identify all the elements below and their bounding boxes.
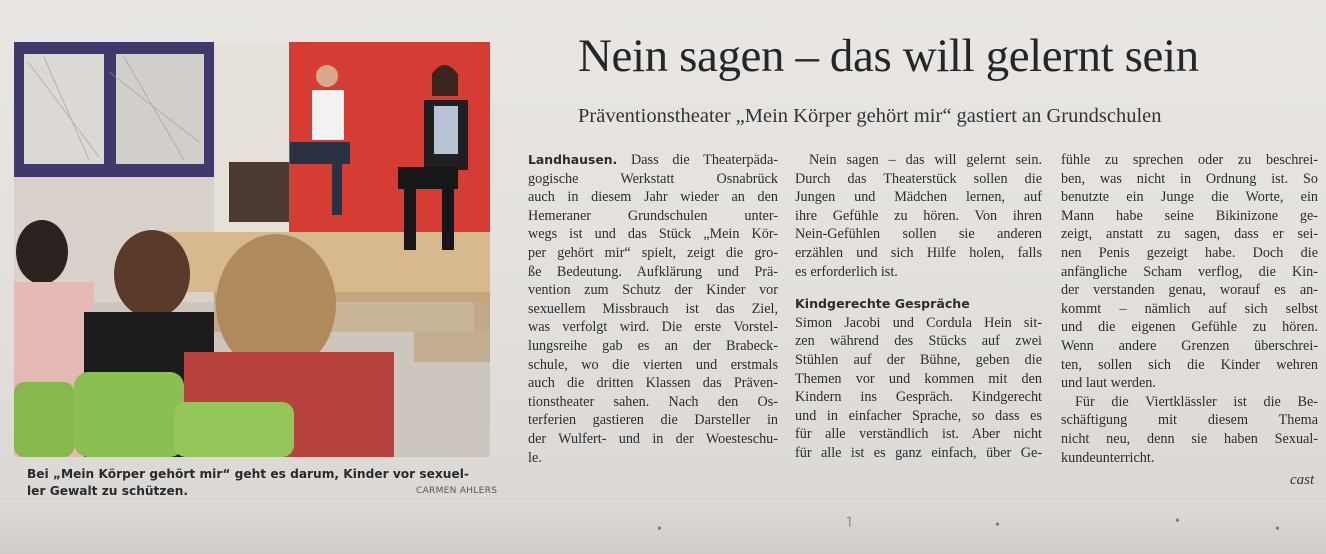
- text-line: ihre Gefühle zu hören. Von ihren: [795, 207, 1042, 224]
- text-line: lungsreihe gab es an der Brabeck-: [528, 337, 778, 354]
- text-line: ten, sollen sich die Kinder wehren: [1061, 356, 1318, 373]
- text-line: vention zum Schutz der Kinder vor: [528, 282, 778, 299]
- paper-mark: •: [1175, 514, 1180, 529]
- article-subheadline: Präventionstheater „Mein Körper gehört mir“ gastiert an Grundschulen: [578, 105, 1162, 127]
- text-line: für alle verständlich ist. Aber nicht: [795, 426, 1042, 443]
- text-line: Simon Jacobi und Cordula Hein sit-: [795, 314, 1042, 331]
- text-line: zen während des Stücks auf zwei: [795, 333, 1042, 350]
- text-line: Mann habe seine Bikinizone ge-: [1061, 207, 1318, 224]
- article-photo: [14, 42, 490, 457]
- text-line: Stühlen auf der Bühne, geben die: [795, 351, 1042, 368]
- text-line: Landhausen. Dass die Theaterpäda-: [528, 152, 778, 168]
- photo-credit: CARMEN AHLERS: [416, 486, 498, 496]
- text-line: Themen vor und kommen mit den: [795, 370, 1042, 387]
- text-line: schule, wo die vierten und erstmals: [528, 356, 778, 373]
- text-line: der Wulfert- und in der Woesteschu-: [528, 430, 778, 447]
- caption-line: Bei „Mein Körper gehört mir“ geht es darum, Kinder vor sexuel-: [27, 467, 469, 481]
- caption-line: ler Gewalt zu schützen.: [27, 484, 189, 498]
- dateline: Landhausen.: [528, 152, 618, 167]
- text-line: schäftigung mit diesem Thema: [1061, 412, 1318, 429]
- paper-mark: ˥: [846, 516, 852, 531]
- text-line: anfängliche Scham verflog, die Kin-: [1061, 263, 1318, 280]
- paper-fold: [0, 500, 1326, 554]
- paper-mark: •: [995, 518, 1000, 533]
- text-line: Jungen und Mädchen lernen, auf: [795, 189, 1042, 206]
- text-line: Hemeraner Grundschulen unter-: [528, 207, 778, 224]
- text-line: wegs ist und das Stück „Mein Kör-: [528, 226, 778, 243]
- paper-mark: •: [657, 522, 662, 537]
- text-line: le.: [528, 449, 542, 466]
- text-line: auch die dritten Klassen das Präven-: [528, 375, 778, 392]
- text-line: gogische Werkstatt Osnabrück: [528, 170, 778, 187]
- text-line: per gehört mir“ spielt, zeigt die gro-: [528, 244, 778, 261]
- text-line: Durch das Theaterstück sollen die: [795, 170, 1042, 187]
- text-line: was verfolgt wird. Die erste Vorstel-: [528, 319, 778, 336]
- text-line: ße Bedeutung. Aufklärung und Prä-: [528, 263, 778, 280]
- text-line: nen Penis gezeigt habe. Doch die: [1061, 244, 1318, 261]
- text-line: Nein sagen – das will gelernt sein.: [809, 152, 1042, 168]
- text-line: es erforderlich ist.: [795, 263, 898, 280]
- paper-mark: •: [1275, 522, 1280, 537]
- text-line: erzählen und sich Hilfe holen, falls: [795, 244, 1042, 261]
- text-line: fühle zu sprechen oder zu beschrei-: [1061, 152, 1318, 168]
- author-signature: cast: [1290, 472, 1315, 488]
- text-line: sexuellem Missbrauch ist das Ziel,: [528, 300, 778, 317]
- text-line: kommt – nämlich auf sich selbst: [1061, 300, 1318, 317]
- text-line: auch in diesem Jahr wieder an den: [528, 189, 778, 206]
- text-line: zeigt, anstatt zu sagen, dass er sei-: [1061, 226, 1318, 243]
- text-line: Wenn andere Grenzen überschrei-: [1061, 337, 1318, 354]
- text-line: Nein-Gefühlen sollen sie anderen: [795, 226, 1042, 243]
- text-line: und laut werden.: [1061, 375, 1156, 392]
- article-column-1: [528, 151, 778, 467]
- article-column-2: [795, 151, 1042, 463]
- article-headline: Nein sagen – das will gelernt sein: [578, 30, 1199, 82]
- text-line: tionstheater sahen. Nach den Os-: [528, 393, 778, 410]
- text-line: Für die Viertklässler ist die Be-: [1075, 393, 1318, 410]
- text-line: nicht neu, denn sie haben Sexual-: [1061, 430, 1318, 447]
- text-line: und die eigenen Gefühle zu hören.: [1061, 319, 1318, 336]
- text-line: ben, was nicht in Ordnung ist. So: [1061, 170, 1318, 187]
- text-line: der verstanden genau, worauf es an-: [1061, 282, 1318, 299]
- text-line: für alle ist es ganz einfach, über Ge-: [795, 444, 1042, 461]
- text-line: benutzte ein Junge die Worte, ein: [1061, 189, 1318, 206]
- article-column-3: [1061, 151, 1318, 467]
- text-line: und in einfacher Sprache, so dass es: [795, 407, 1042, 424]
- text-line: kundeunterricht.: [1061, 449, 1155, 466]
- section-subtitle: Kindgerechte Gespräche: [795, 296, 970, 312]
- text-line: terferien gastieren die Darsteller in: [528, 412, 778, 429]
- text-line: Kindern ins Gespräch. Kindgerecht: [795, 389, 1042, 406]
